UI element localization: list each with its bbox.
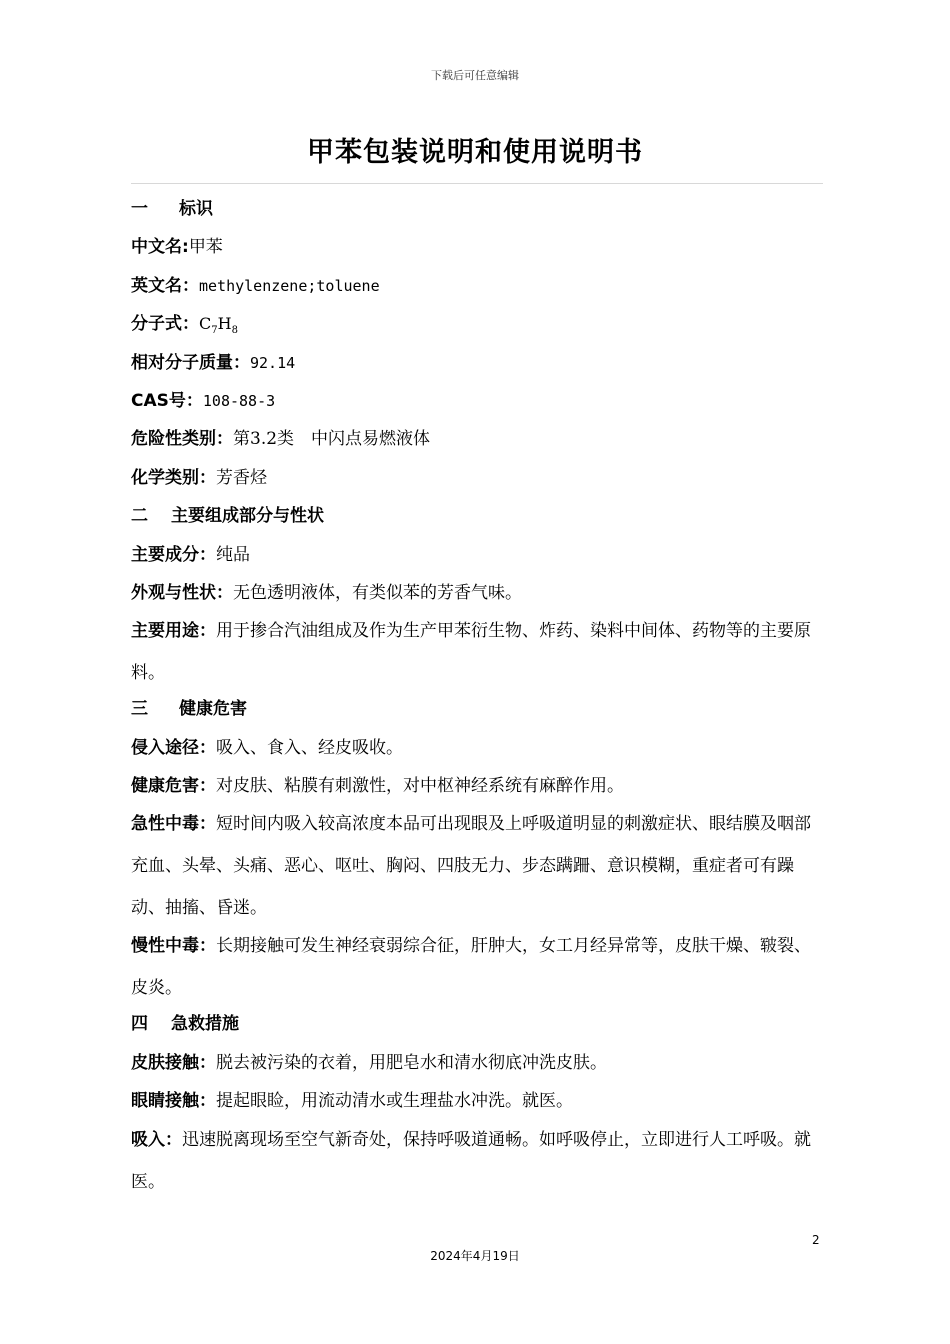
hazard-class-row: 危险性类别：第3.2类 中闪点易燃液体 <box>131 429 431 450</box>
eye-contact-row: 眼睛接触：提起眼睑，用流动清水或生理盐水冲洗。就医。 <box>131 1091 573 1112</box>
formula-row: 分子式：$C_7H_8$ <box>131 314 238 337</box>
footer-date: 2024年4月19日 <box>430 1249 520 1263</box>
health-hazard-row: 健康危害：对皮肤、粘膜有刺激性，对中枢神经系统有麻醉作用。 <box>131 776 624 797</box>
cas-row: CAS号：108-88-3 <box>131 390 276 411</box>
section-heading-health: 三 健康危害 <box>131 699 247 720</box>
page-number: 2 <box>812 1233 820 1247</box>
acute-poisoning-paragraph: 急性中毒：短时间内吸入较高浓度本品可出现眼及上呼吸道明显的刺激症状、眼结膜及咽部充血、头晕、头痛、恶心、呕吐、胸闷、四肢无力、步态蹒跚、意识模糊，重症者可有躁动、抽搐、昏迷。 <box>131 814 811 919</box>
main-use-paragraph: 主要用途：用于掺合汽油组成及作为生产甲苯衍生物、炸药、染料中间体、药物等的主要原料。 <box>131 621 811 684</box>
skin-contact-row: 皮肤接触：脱去被污染的衣着，用肥皂水和清水彻底冲洗皮肤。 <box>131 1052 607 1073</box>
header-note: 下载后可任意编辑 <box>431 69 519 82</box>
section-heading-composition: 二 主要组成部分与性状 <box>131 506 324 527</box>
document-body <box>131 190 823 1203</box>
cn-name-row: 中文名:甲苯 <box>131 237 223 258</box>
en-name-row: 英文名：methylenzene;toluene <box>131 275 380 296</box>
route-row: 侵入途径：吸入、食入、经皮吸收。 <box>131 737 403 758</box>
title-divider <box>131 183 823 184</box>
section-heading-identity: 一 标识 <box>131 199 213 219</box>
molecular-mass-row: 相对分子质量：92.14 <box>131 352 296 373</box>
appearance-row: 外观与性状：无色透明液体，有类似苯的芳香气味。 <box>131 582 522 603</box>
main-component-row: 主要成分：纯品 <box>131 544 250 565</box>
chemical-class-row: 化学类别：芳香烃 <box>131 467 267 488</box>
chronic-poisoning-paragraph: 慢性中毒：长期接触可发生神经衰弱综合征，肝肿大，女工月经异常等，皮肤干燥、皲裂、皮炎。 <box>131 936 811 999</box>
molecular-formula: $C_7H_8$ <box>199 314 238 337</box>
document-title: 甲苯包装说明和使用说明书 <box>307 137 643 168</box>
inhalation-paragraph: 吸入：迅速脱离现场至空气新奇处，保持呼吸道通畅。如呼吸停止，立即进行人工呼吸。就医。 <box>131 1129 811 1192</box>
section-heading-first-aid: 四 急救措施 <box>131 1014 239 1035</box>
